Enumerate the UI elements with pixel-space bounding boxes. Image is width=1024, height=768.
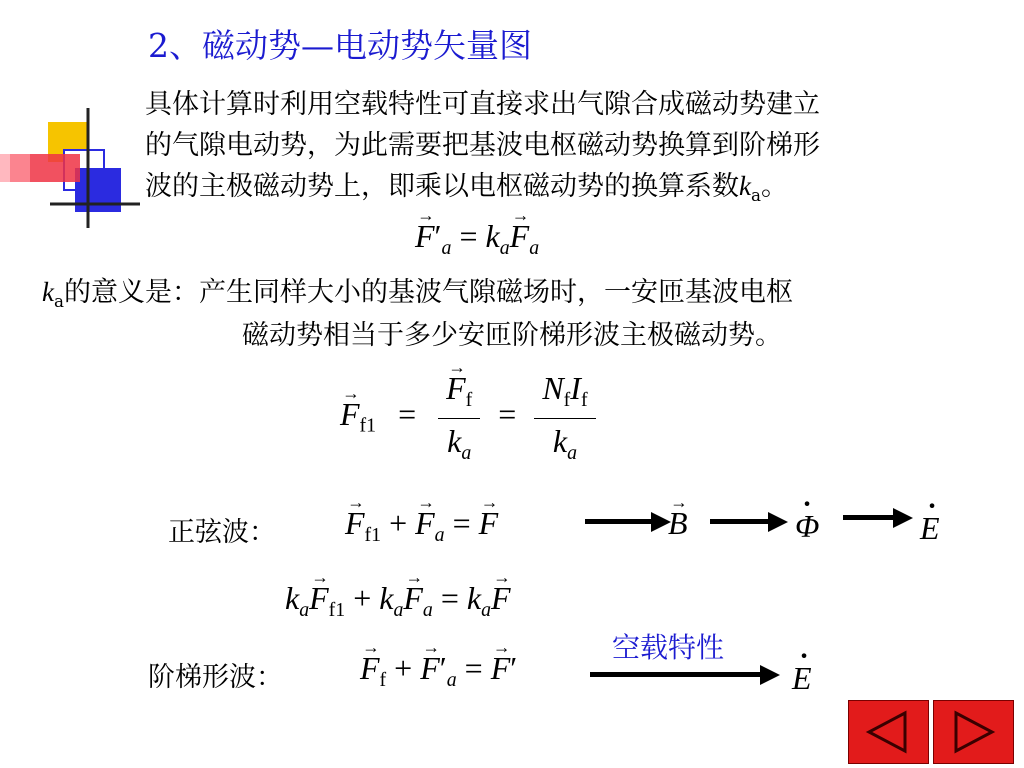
equation-step-sum: → $F_f$ + → $F'_a$ = → F′ [360, 650, 517, 692]
fraction-ff-over-ka: → $\frac{F_f}{k_a}$ [438, 370, 480, 465]
arrow-shaft [590, 672, 762, 677]
equation-armature-conversion: → $F'_a = k_a\to F_a$ [415, 218, 539, 260]
sine-wave-label: 正弦波： [168, 517, 276, 548]
equation-sine-sum: → $F_{f1}$ + → $F_a$ = → F [345, 505, 498, 547]
paragraph-line: 具体计算时利用空载特性可直接求出气隙合成磁动势建立 [145, 89, 820, 120]
arrow-shaft [710, 519, 770, 524]
explanation-paragraph [145, 84, 995, 216]
no-load-characteristic-label: 空载特性 [612, 631, 725, 664]
arrow-right-icon [893, 508, 913, 528]
fraction-nfif-over-ka: $\frac{N_fI_f}{k_a}$ [534, 370, 595, 465]
arrow-shaft [585, 519, 653, 524]
arrow-shaft [843, 515, 895, 520]
ka-meaning-line1: $k_a$的意义是：产生同样大小的基波气隙磁场时，一安匝基波电枢 [42, 277, 793, 311]
equation-scaled-sum: $k_a\to F_{f1} + k_a\to F_a = k_a\to F$ [285, 580, 511, 622]
arrow-right-icon [768, 512, 788, 532]
paragraph-line: 的气隙电动势，为此需要把基波电枢磁动势换算到阶梯形 [145, 130, 820, 161]
corner-decoration [0, 108, 140, 228]
flux-phasor: · Φ [795, 508, 819, 545]
previous-slide-button[interactable] [848, 700, 929, 764]
emf-phasor: · E [920, 510, 940, 547]
step-wave-label: 阶梯形波： [148, 662, 283, 693]
emf-phasor: · E [792, 660, 812, 697]
next-slide-button[interactable] [933, 700, 1014, 764]
slide-title: 2、磁动势—电动势矢量图 [148, 26, 532, 65]
flux-density-vector: → B [668, 505, 688, 542]
paragraph-line: 波的主极磁动势上，即乘以电枢磁动势的换算系数$k_a$。 [145, 171, 788, 205]
equation-field-mmf: → $F_{f1}$ = → $\frac{F_f}{k_a}$ = $\frac{N_fI_f}{k_a}$ [340, 370, 596, 465]
arrow-right-icon [760, 665, 780, 685]
triangle-right-icon [934, 701, 1013, 763]
ka-meaning-line2: 磁动势相当于多少安匝阶梯形波主极磁动势。 [242, 320, 782, 351]
triangle-left-icon [849, 701, 928, 763]
